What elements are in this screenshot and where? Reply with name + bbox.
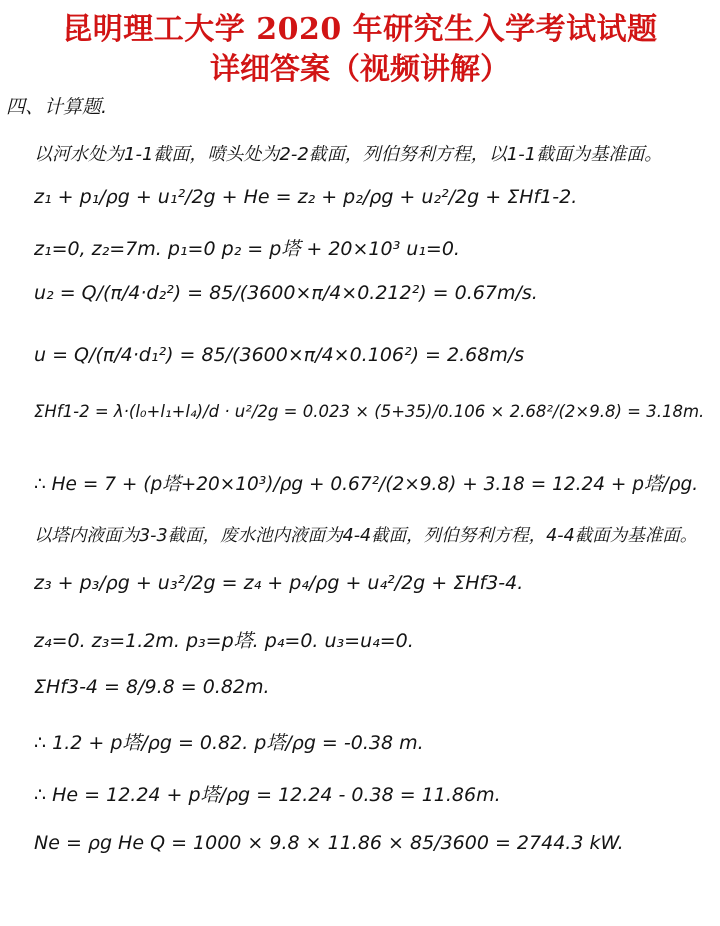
exam-title: 昆明理工大学 2020 年研究生入学考试试题 (62, 12, 658, 47)
solution-line: 以塔内液面为3-3截面，废水池内液面为4-4截面，列伯努利方程，4-4截面为基准面。 (34, 526, 698, 546)
solution-line: ∴ He = 7 + (p塔+20×10³)/ρg + 0.67²/(2×9.8) + 3.18 = 12.24 + p塔/ρg. (34, 474, 699, 495)
solution-line: Ne = ρg He Q = 1000 × 9.8 × 11.86 × 85/3600 = 2744.3 kW. (34, 832, 624, 854)
solution-line: ∴ He = 12.24 + p塔/ρg = 12.24 - 0.38 = 11.86m. (34, 784, 501, 806)
solution-line: z₃ + p₃/ρg + u₃²/2g = z₄ + p₄/ρg + u₄²/2g + ΣHf3-4. (34, 572, 524, 594)
solution-line: u₂ = Q/(π/4·d₂²) = 85/(3600×π/4×0.212²) = 0.67m/s. (34, 282, 538, 304)
exam-subtitle: 详细答案（视频讲解） (210, 52, 510, 87)
solution-line: ΣHf3-4 = 8/9.8 = 0.82m. (34, 676, 270, 698)
solution-line: u = Q/(π/4·d₁²) = 85/(3600×π/4×0.106²) = 2.68m/s (34, 344, 525, 366)
solution-line: z₄=0. z₃=1.2m. p₃=p塔. p₄=0. u₃=u₄=0. (34, 630, 414, 652)
solution-line: z₁ + p₁/ρg + u₁²/2g + He = z₂ + p₂/ρg + u₂²/2g + ΣHf1-2. (34, 186, 578, 208)
solution-line: ΣHf1-2 = λ·(l₀+l₁+l₄)/d · u²/2g = 0.023 × (5+35)/0.106 × 2.68²/(2×9.8) = 3.18m. (34, 402, 705, 421)
solution-line: z₁=0, z₂=7m. p₁=0 p₂ = p塔 + 20×10³ u₁=0. (34, 238, 460, 260)
solution-line: ∴ 1.2 + p塔/ρg = 0.82. p塔/ρg = -0.38 m. (34, 732, 424, 754)
section-heading: 四、计算题. (6, 96, 108, 118)
solution-line: 以河水处为1-1截面，喷头处为2-2截面，列伯努利方程，以1-1截面为基准面。 (34, 144, 663, 165)
